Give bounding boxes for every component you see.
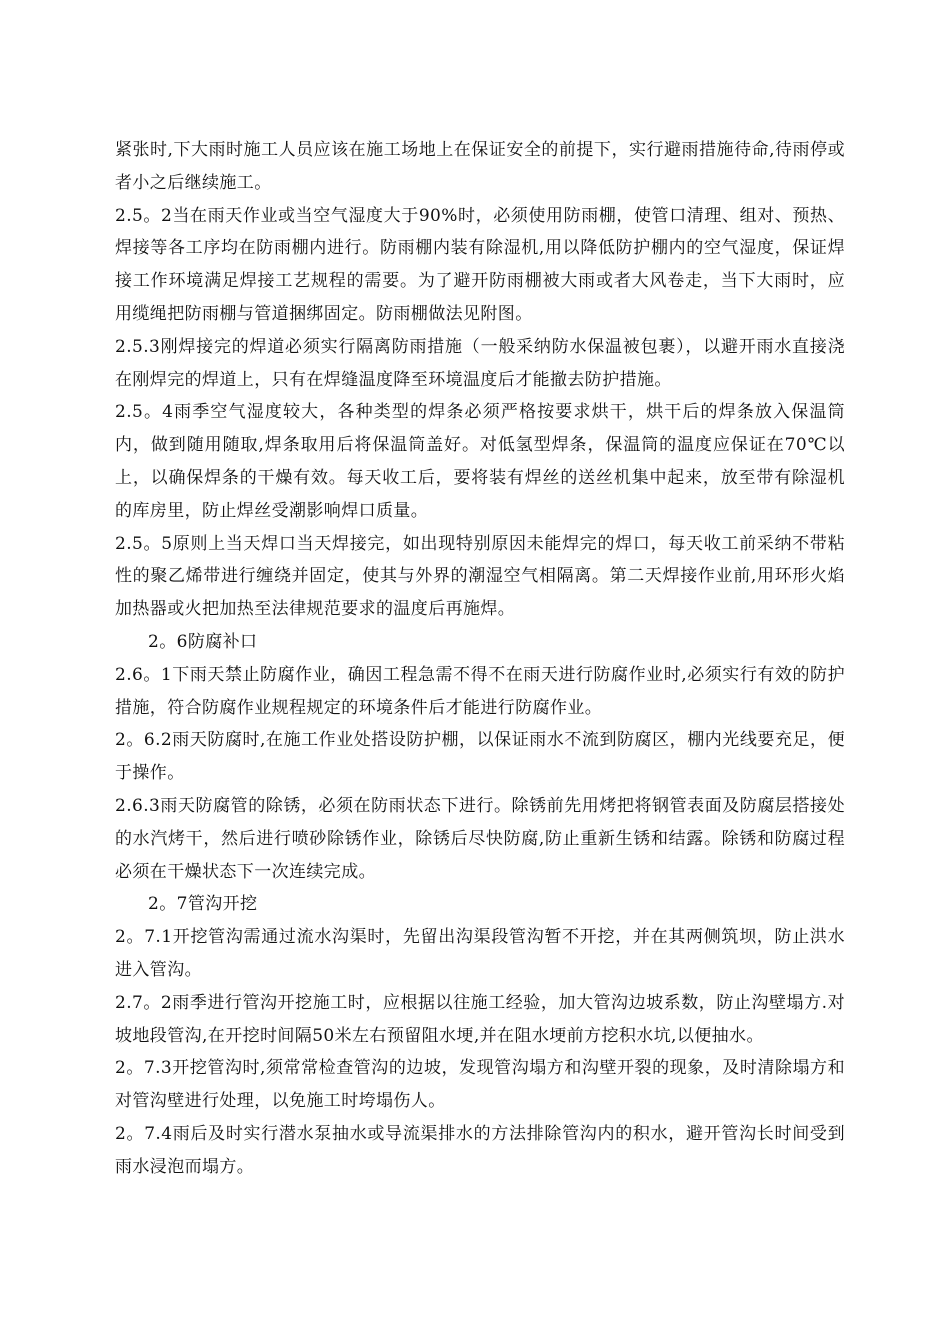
paragraph-2-5-2: 2.5。2当在雨天作业或当空气湿度大于90%时，必须使用防雨棚，使管口清理、组对、预热、焊接等各工序均在防雨棚内进行。防雨棚内装有除湿机,用以降低防护棚内的空气湿度，保证焊接工作环境满足焊接工艺规程的需要。为了避开防雨棚被大雨或者大风卷走，当下大雨时，应用缆绳把防雨棚与管道捆绑固定。防雨棚做法见附图。 bbox=[115, 205, 845, 324]
document-body bbox=[115, 134, 845, 1184]
paragraph-2-6-3: 2.6.3雨天防腐管的除锈，必须在防雨状态下进行。除锈前先用烤把将钢管表面及防腐层搭接处的水汽烤干，然后进行喷砂除锈作业，除锈后尽快防腐,防止重新生锈和结露。除锈和防腐过程必须在干燥状态下一次连续完成。 bbox=[115, 795, 845, 882]
paragraph-2-5-4: 2.5。4雨季空气湿度较大，各种类型的焊条必须严格按要求烘干，烘干后的焊条放入保温筒内，做到随用随取,焊条取用后将保温筒盖好。对低氢型焊条，保温筒的温度应保证在70℃以上，以确保焊条的干燥有效。每天收工后，要将装有焊丝的送丝机集中起来，放至带有除湿机的库房里，防止焊丝受潮影响焊口质量。 bbox=[115, 402, 845, 521]
paragraph-2-5-5: 2.5。5原则上当天焊口当天焊接完，如出现特别原因未能焊完的焊口，每天收工前采纳不带粘性的聚乙烯带进行缠绕并固定，使其与外界的潮湿空气相隔离。第二天焊接作业前,用环形火焰加热器或火把加热至法律规范要求的温度后再施焊。 bbox=[115, 533, 845, 620]
paragraph-2-6-2: 2。6.2雨天防腐时,在施工作业处搭设防护棚，以保证雨水不流到防腐区，棚内光线要充足，便于操作。 bbox=[115, 730, 845, 784]
paragraph-2-7-2: 2.7。2雨季进行管沟开挖施工时，应根据以往施工经验，加大管沟边坡系数，防止沟壁塌方.对坡地段管沟,在开挖时间隔50米左右预留阻水埂,并在阻水埂前方挖积水坑,以便抽水。 bbox=[115, 992, 845, 1046]
paragraph-rain-waiting: 紧张时,下大雨时施工人员应该在施工场地上在保证安全的前提下，实行避雨措施待命,待雨停或者小之后继续施工。 bbox=[115, 140, 845, 193]
paragraph-2-7-1: 2。7.1开挖管沟需通过流水沟渠时，先留出沟渠段管沟暂不开挖，并在其两侧筑坝，防止洪水进入管沟。 bbox=[115, 927, 845, 980]
paragraph-2-7-4: 2。7.4雨后及时实行潜水泵抽水或导流渠排水的方法排除管沟内的积水，避开管沟长时间受到雨水浸泡而塌方。 bbox=[115, 1123, 845, 1177]
paragraph-2-6-1: 2.6。1下雨天禁止防腐作业，确因工程急需不得不在雨天进行防腐作业时,必须实行有效的防护措施，符合防腐作业规程规定的环境条件后才能进行防腐作业。 bbox=[115, 664, 845, 718]
paragraph-2-5-3: 2.5.3刚焊接完的焊道必须实行隔离防雨措施（一般采纳防水保温被包裹），以避开雨水直接浇在刚焊完的焊道上，只有在焊缝温度降至环境温度后才能撤去防护措施。 bbox=[115, 336, 845, 390]
section-heading-2-7: 2。7管沟开挖 bbox=[148, 894, 258, 915]
paragraph-2-7-3: 2。7.3开挖管沟时,须常常检查管沟的边坡，发现管沟塌方和沟壁开裂的现象，及时清除塌方和对管沟壁进行处理，以免施工时垮塌伤人。 bbox=[115, 1058, 845, 1112]
section-heading-2-6: 2。6防腐补口 bbox=[148, 631, 258, 652]
